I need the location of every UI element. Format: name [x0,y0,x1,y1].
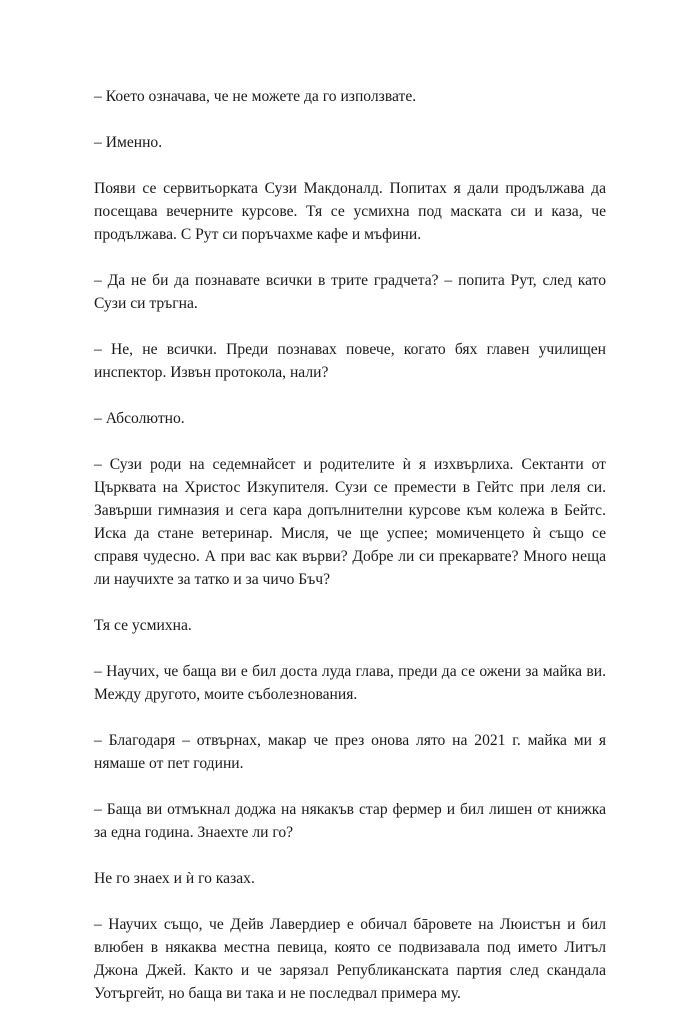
paragraph-7: – Сузи роди на седемнайсет и родителите ѝ я изхвърлиха. Сектанти от Църквата на Христос Изкупителя. Сузи се премести в Гейтс при леля си. Завърши гимназия и сега кара допълнителни курсове към колежа в Бейтс. Иска да стане ветеринар. Мисля, че ще успее; момиченцето ѝ също се справя чудесно. А при вас как върви? Добре ли си прекарвате? Много неща ли научихте за татко и за чичо Бъч? [94,456,606,588]
paragraph-1: – Което означава, че не можете да го използвате. [94,88,417,105]
paragraph-10: – Благодаря – отвърнах, макар че през онова лято на 2021 г. майка ми я нямаше от пет години. [94,732,606,772]
paragraph-3: Появи се сервитьорката Сузи Макдоналд. Попитах я дали продължава да посещава вечерните курсове. Тя се усмихна под маската си и каза, че продължава. С Рут си поръчахме кафе и мъфини. [94,180,606,243]
paragraph-5: – Не, не всички. Преди познавах повече, когато бях главен училищен инспектор. Извън протокола, нали? [94,341,606,381]
paragraph-2: – Именно. [94,134,163,151]
paragraph-8: Тя се усмихна. [94,617,192,634]
paragraph-11: – Баща ви отмъкнал доджа на някакъв стар фермер и бил лишен от книжка за една година. Знаехте ли го? [94,801,606,841]
paragraph-6: – Абсолютно. [94,410,185,427]
paragraph-4: – Да не би да познавате всички в трите градчета? – попита Рут, след като Сузи си тръгна. [94,272,606,312]
paragraph-9: – Научих, че баща ви е бил доста луда глава, преди да се ожени за майка ви. Между другото, моите съболезнования. [94,663,606,703]
body-text [94,85,606,1028]
paragraph-13: – Научих също, че Дейв Лавердиер е обичал бāровете на Люистън и бил влюбен в някаква местна певица, която се подвизавала под името Литъл Джона Джей. Както и че зарязал Републиканската партия след скандала Уотъргейт, но баща ви така и не последвал примера му. [94,916,606,1002]
paragraph-12: Не го знаех и ѝ го казах. [94,870,255,887]
